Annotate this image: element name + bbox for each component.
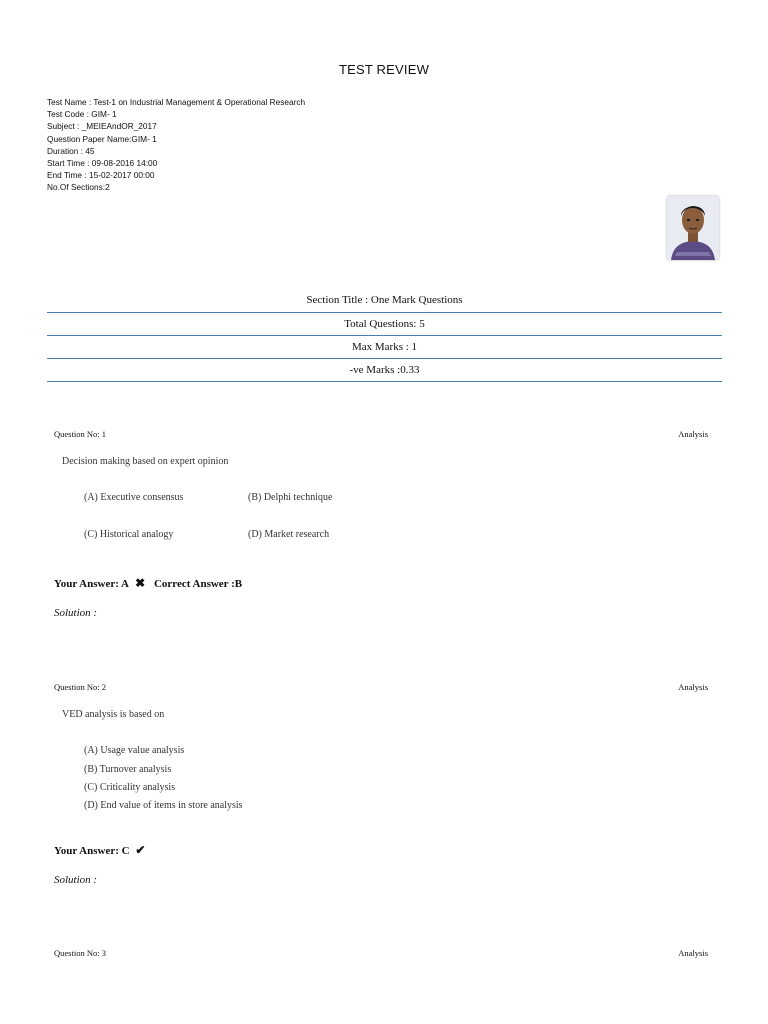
correct-answer: Correct Answer :B (153, 578, 243, 590)
total-questions: Total Questions: 5 (47, 313, 722, 336)
option-a: (A) Usage value analysis (84, 745, 185, 756)
solution-label: Solution : (54, 874, 98, 886)
question-number: Question No: 1 (54, 429, 106, 439)
analysis-link[interactable]: Analysis (678, 682, 708, 692)
avatar-icon (667, 196, 719, 260)
solution-label: Solution : (54, 607, 98, 619)
your-answer: Your Answer: C (54, 845, 130, 857)
max-marks: Max Marks : 1 (47, 336, 722, 359)
question-header (54, 948, 708, 958)
option-b: (B) Delphi technique (248, 492, 333, 503)
test-code: Test Code : GIM- 1 (47, 109, 117, 120)
answer-line (54, 576, 242, 591)
question-text: Decision making based on expert opinion (62, 456, 229, 467)
page-title: TEST REVIEW (338, 62, 430, 77)
candidate-photo (667, 196, 719, 260)
subject: Subject : _MEIEAndOR_2017 (47, 121, 157, 132)
negative-marks: -ve Marks :0.33 (47, 359, 722, 382)
question-number: Question No: 2 (54, 682, 106, 692)
option-c: (C) Historical analogy (84, 529, 174, 540)
cross-icon: ✖ (135, 576, 146, 590)
analysis-link[interactable]: Analysis (678, 429, 708, 439)
section-title: Section Title : One Mark Questions (47, 288, 722, 313)
test-info (47, 96, 305, 194)
question-number: Question No: 3 (54, 948, 106, 958)
duration: Duration : 45 (47, 145, 95, 156)
option-d: (D) End value of items in store analysis (84, 800, 243, 811)
option-d: (D) Market research (248, 529, 330, 540)
your-answer: Your Answer: A (54, 578, 129, 590)
option-a: (A) Executive consensus (84, 492, 184, 503)
end-time: End Time : 15-02-2017 00:00 (47, 170, 155, 181)
number-of-sections: No.Of Sections:2 (47, 182, 110, 193)
start-time: Start Time : 09-08-2016 14:00 (47, 158, 158, 169)
check-icon: ✔ (135, 843, 146, 857)
question-header (54, 682, 708, 692)
question-paper-name: Question Paper Name:GIM- 1 (47, 133, 157, 144)
section-summary-table (47, 288, 722, 382)
option-b: (B) Turnover analysis (84, 764, 172, 775)
question-text: VED analysis is based on (62, 709, 165, 720)
answer-line (54, 843, 151, 858)
question-header (54, 429, 708, 439)
test-name: Test Name : Test-1 on Industrial Management & Operational Research (47, 97, 306, 107)
option-c: (C) Criticality analysis (84, 782, 176, 793)
analysis-link[interactable]: Analysis (678, 948, 708, 958)
